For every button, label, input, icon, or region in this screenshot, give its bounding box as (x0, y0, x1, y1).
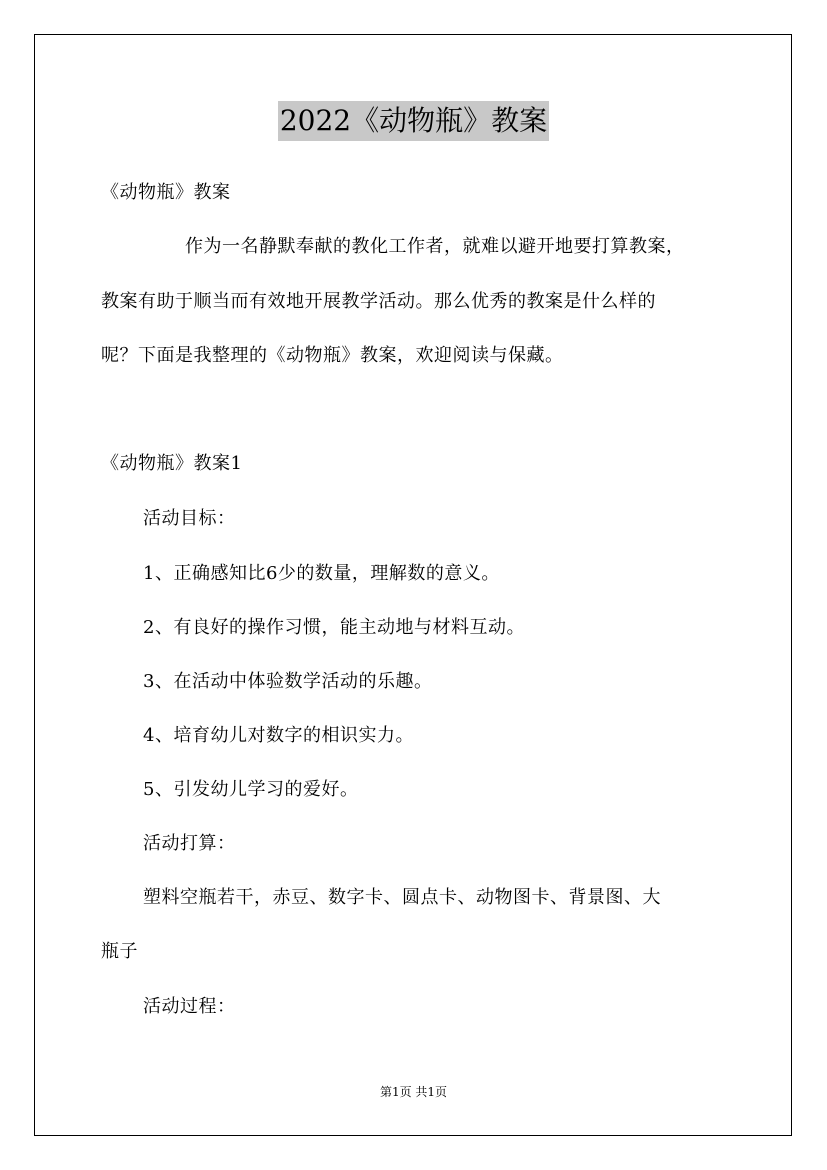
goal-item-2: 2、有良好的操作习惯，能主动地与材料互动。 (143, 617, 525, 638)
goal-item-5: 5、引发幼儿学习的爱好。 (143, 779, 359, 800)
intro-line-3: 呢？下面是我整理的《动物瓶》教案，欢迎阅读与保藏。 (101, 345, 564, 366)
goal-item-1: 1、正确感知比6少的数量，理解数的意义。 (143, 563, 500, 584)
document-heading: 《动物瓶》教案 (101, 182, 231, 203)
goal-item-4: 4、培育幼儿对数字的相识实力。 (143, 725, 414, 746)
process-label: 活动过程： (143, 996, 236, 1017)
prep-line-1: 塑料空瓶若干，赤豆、数字卡、圆点卡、动物图卡、背景图、大 (143, 887, 661, 908)
prep-line-2: 瓶子 (101, 941, 138, 962)
intro-line-2: 教案有助于顺当而有效地开展教学活动。那么优秀的教案是什么样的 (101, 291, 656, 312)
document-title-wrap (0, 101, 827, 141)
prep-label: 活动打算： (143, 833, 236, 854)
document-title: 2022《动物瓶》教案 (278, 101, 549, 141)
goals-label: 活动目标： (143, 508, 236, 529)
intro-line-1: 作为一名静默奉献的教化工作者，就难以避开地要打算教案， (185, 236, 685, 257)
goal-item-3: 3、在活动中体验数学活动的乐趣。 (143, 671, 433, 692)
page-footer: 第1页 共1页 (379, 1085, 448, 1099)
section-heading: 《动物瓶》教案1 (101, 453, 243, 474)
